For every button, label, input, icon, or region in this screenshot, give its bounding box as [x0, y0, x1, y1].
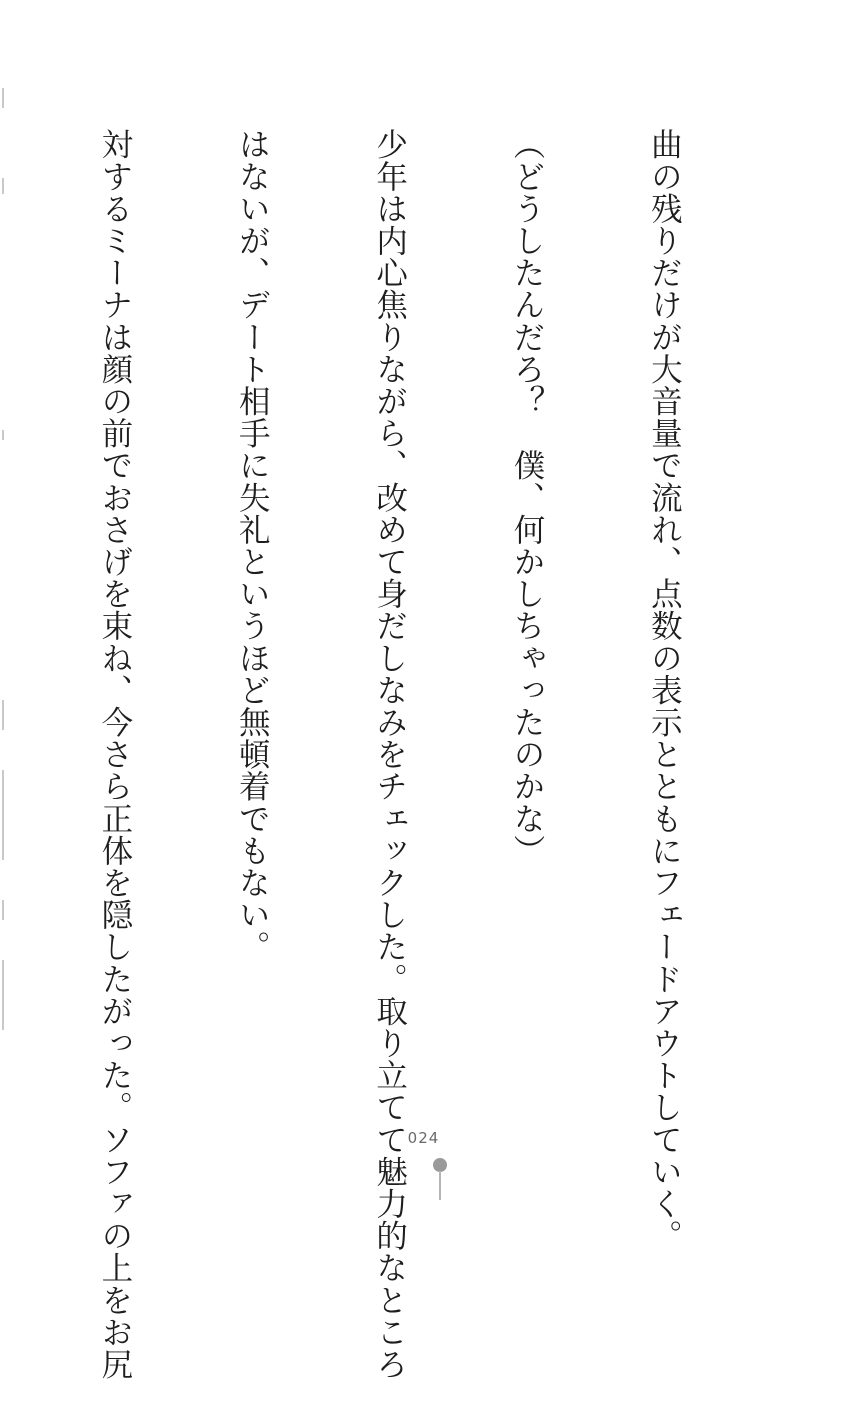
text-line: （どうしたんだろ？ 僕、何かしちゃったのかな） [509, 128, 546, 867]
page-number: 024 [407, 1129, 440, 1147]
footer-ornament [433, 1158, 447, 1200]
text-line: 曲の残りだけが大音量で流れ、点数の表示とともにフェードアウトしていく。 [646, 128, 683, 1252]
text-line: 対するミーナは顔の前でおさげを束ね、今さら正体を隠したがった。ソファの上をお尻 [96, 128, 133, 1380]
ornament-dot [433, 1158, 447, 1172]
text-line: はないが、デート相手に失礼というほど無頓着でもない。 [234, 128, 271, 963]
ornament-stem [439, 1171, 441, 1200]
text-line: 少年は内心焦りながら、改めて身だしなみをチェックした。取り立てて魅力的なところ [371, 128, 408, 1380]
page-footer [0, 1128, 847, 1147]
